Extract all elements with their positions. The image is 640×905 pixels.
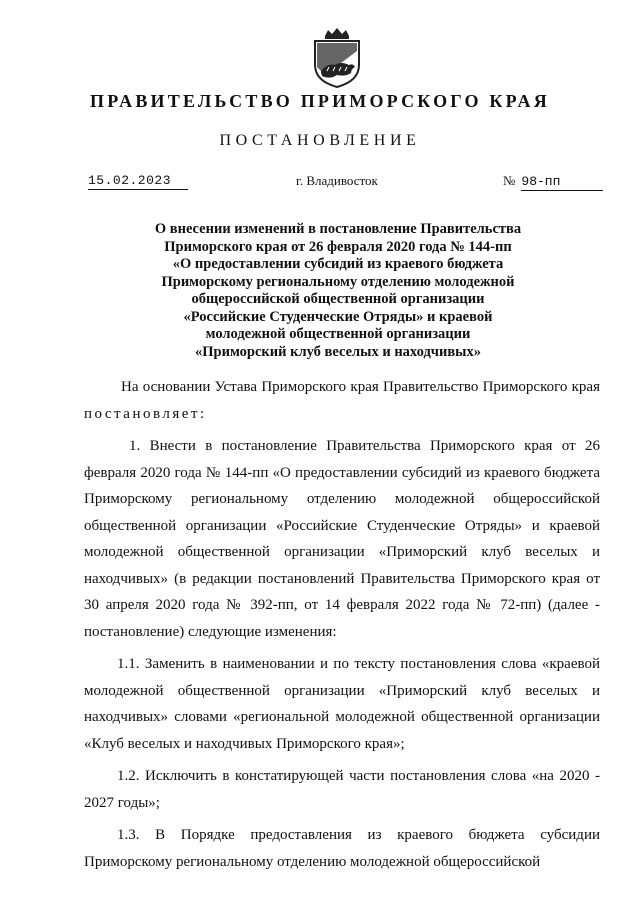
preamble-paragraph [84,374,600,427]
title-line: Приморского края от 26 февраля 2020 года № 144-пп [164,238,512,255]
title-line: «Приморский клуб веселых и находчивых» [195,343,481,360]
item-1: 1. Внести в постановление Правительства Приморского края от 26 февраля 2020 года № 144-пп «О предоставлении субсидий из краевого бюджета Приморскому региональному отделению молодежной общероссийской общественной организации «Российские Студенческие Отряды» и краевой молодежной общественной организации «Приморский клуб веселых и находчивых» (в редакции постановлений Правительства Приморского края от 30 апреля 2020 года № 392-пп, от 14 февраля 2022 года № 72-пп) (далее - постановление) следующие изменения: [84,438,600,640]
item-1-3: 1.3. В Порядке предоставления из краевого бюджета субсидии Приморскому региональному отделению молодежной общероссийской [84,827,600,870]
document-date: 15.02.2023 [88,173,188,190]
title-line: молодежной общественной организации [205,326,471,342]
title-line: Приморскому региональному отделению молодежной [161,273,515,290]
title-line: «О предоставлении субсидий из краевого бюджета [172,256,504,272]
primorsky-coat-of-arms-icon [311,27,363,89]
document-number [503,173,603,191]
preamble-keyword: постановляет: [84,405,207,422]
document-title [110,221,566,361]
number-label: № [503,173,516,188]
title-line: общероссийской общественной организации [191,291,485,307]
document-type: ПОСТАНОВЛЕНИЕ [219,132,421,149]
title-line: О внесении изменений в постановление Правительства [154,221,522,237]
preamble-text: На основании Устава Приморского края Правительство Приморского края [121,379,600,395]
title-line: «Российские Студенческие Отряды» и краевой [183,308,493,325]
government-name: ПРАВИТЕЛЬСТВО ПРИМОРСКОГО КРАЯ [90,91,550,111]
document-city: г. Владивосток [296,173,378,188]
item-1-2: 1.2. Исключить в констатирующей части постановления слова «на 2020 - 2027 годы»; [84,768,600,811]
document-body [84,374,600,875]
item-1-1: 1.1. Заменить в наименовании и по тексту постановления слова «краевой молодежной общественной организации «Приморский клуб веселых и находчивых» словами «региональной молодежной общественной организации «Клуб веселых и находчивых Приморского края»; [84,656,600,752]
number-value: 98-пп [521,174,603,191]
